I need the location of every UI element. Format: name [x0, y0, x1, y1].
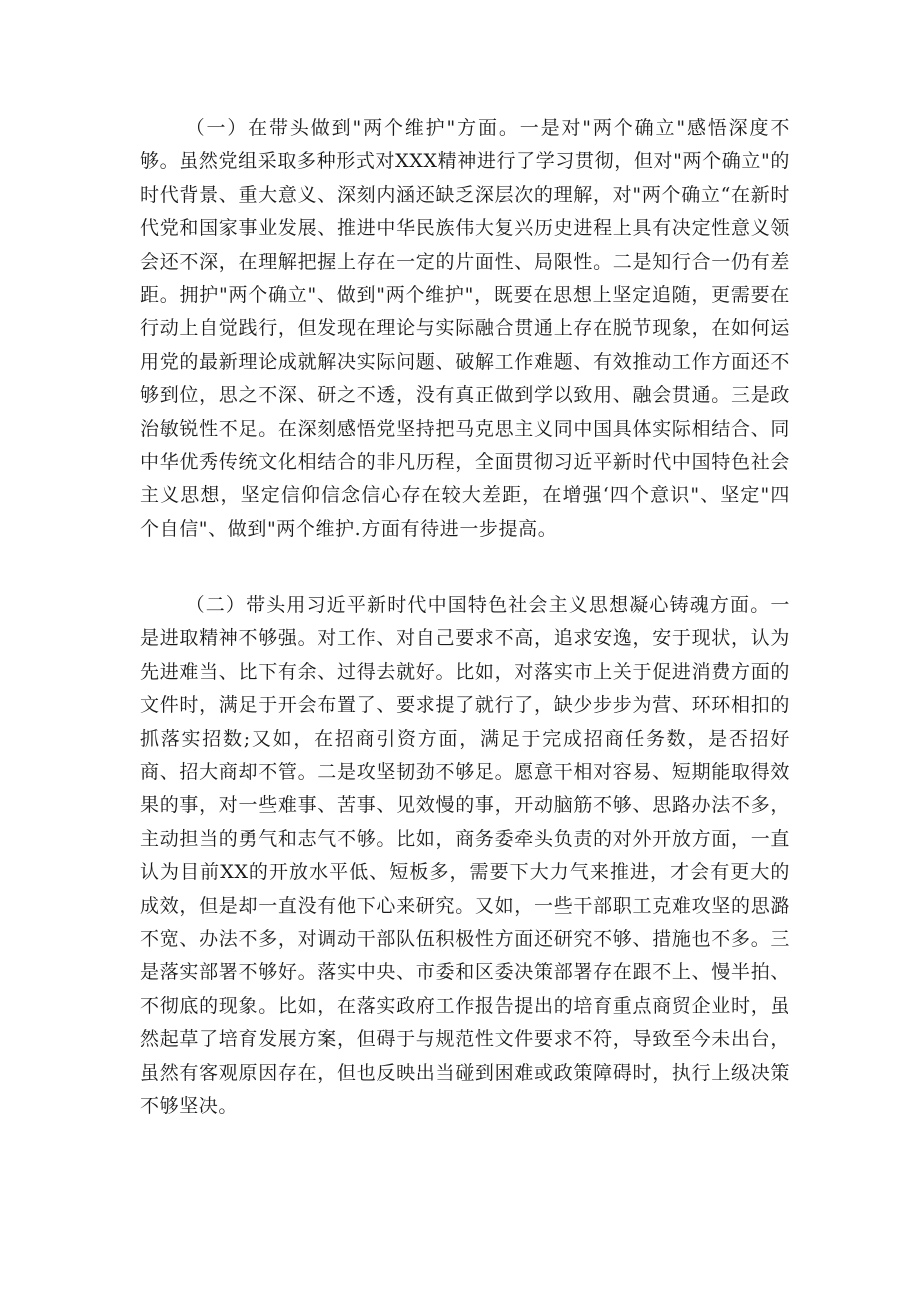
- paragraph-2: （二）带头用习近平新时代中国特色社会主义思想凝心铸魂方面。一是进取精神不够强。对工作、对自己要求不高，追求安逸，安于现状，认为先进难当、比下有余、过得去就好。比如，对落实市上关于促进消费方面的文件时，满足于开会布置了、要求提了就行了，缺少步步为营、环环相扣的抓落实招数;又如，在招商引资方面，满足于完成招商任务数，是否招好商、招大商却不管。二是攻坚韧劲不够足。愿意干相对容易、短期能取得效果的事，对一些难事、苦事、见效慢的事，开动脑筋不够、思路办法不多，主动担当的勇气和志气不够。比如，商务委牵头负责的对外开放方面，一直认为目前XX的开放水平低、短板多，需要下大力气来推进，才会有更大的成效，但是却一直没有他下心来研究。又如，一些干部职工克难攻坚的思潞不宽、办法不多，对调动干部队伍积极性方面还研究不够、措施也不多。三是落实部署不够好。落实中央、市委和区委决策部署存在跟不上、慢半拍、不彻底的现象。比如，在落实政府工作报告提出的培育重点商贸企业时，虽然起草了培育发展方案，但碍于与规范性文件要求不符，导致至今未出台，虽然有客观原因存在，但也反映出当碰到困难或政策障碍时，执行上级决策不够坚决。: [140, 594, 790, 1118]
- paragraph-1: （一）在带头做到"两个维护"方面。一是对"两个确立"感悟深度不够。虽然党组采取多种形式对XXX精神进行了学习贯彻，但对"两个确立"的时代背景、重大意义、深刻内涵还缺乏深层次的理解，对"两个确立“在新时代党和国家事业发展、推进中华民族伟大复兴历史进程上具有决定性意义领会还不深，在理解把握上存在一定的片面性、局限性。二是知行合一仍有差距。拥护"两个确立"、做到"两个维护"，既要在思想上坚定追随，更需要在行动上自觉践行，但发现在理论与实际融合贯通上存在脱节现象，在如何运用党的最新理论成就解决实际问题、破解工作难题、有效推动工作方面还不够到位，思之不深、研之不透，没有真正做到学以致用、融会贯通。三是政治敏锐性不足。在深刻感悟党坚持把马克思主义同中国具体实际相结合、同中华优秀传统文化相结合的非凡历程，全面贯彻习近平新时代中国特色社会主义思想，坚定信仰信念信心存在较大差距，在增强‘四个意识"、坚定"四个自信"、做到"两个维护.方面有待进一步提高。: [140, 117, 790, 540]
